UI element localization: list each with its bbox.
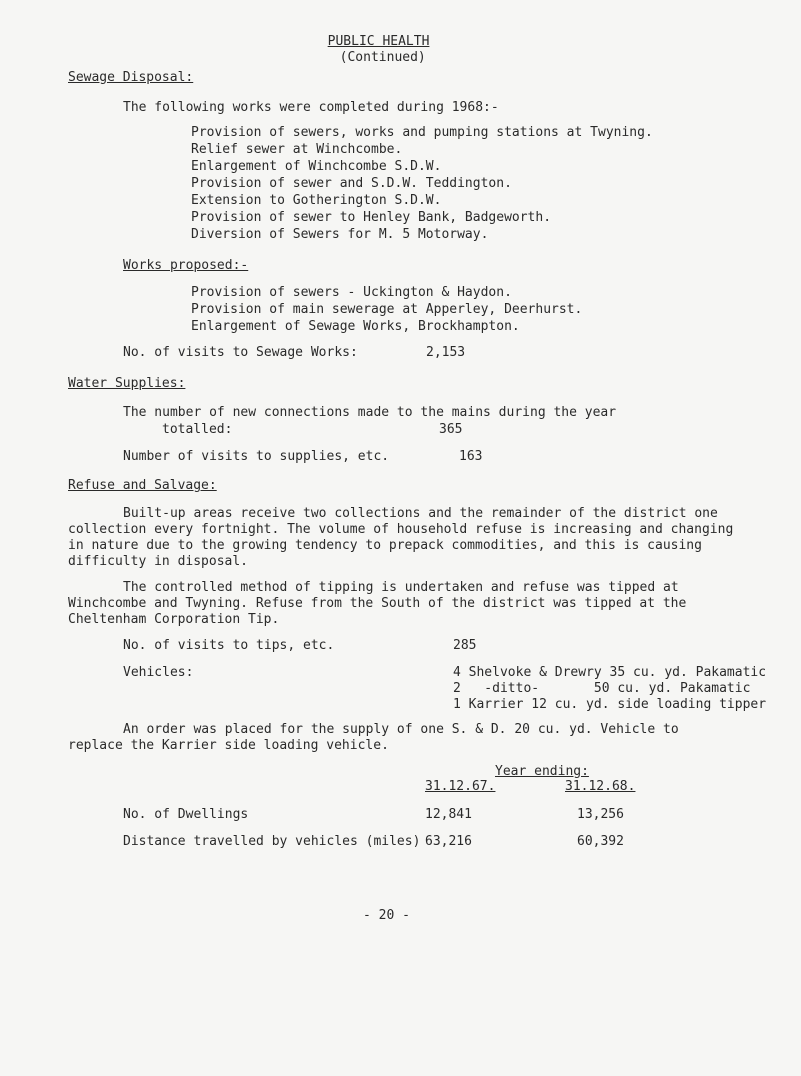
paragraph-line: An order was placed for the supply of one S. & D. 20 cu. yd. Vehicle to [123,722,679,737]
refuse-heading: Refuse and Salvage: [68,478,217,493]
list-item: Provision of sewer and S.D.W. Teddington. [191,176,512,191]
table-cell: 60,392 [577,834,624,849]
vehicle-item: 4 Shelvoke & Drewry 35 cu. yd. Pakamatic [453,665,767,680]
water-visits-value: 163 [459,449,483,464]
list-item: Relief sewer at Winchcombe. [191,142,403,157]
table-cell: 13,256 [577,807,624,822]
table-group-heading: Year ending: [495,764,589,779]
table-cell: 12,841 [425,807,472,822]
page-header [312,18,429,66]
vehicle-item: 1 Karrier 12 cu. yd. side loading tipper [453,697,767,712]
paragraph-line: in nature due to the growing tendency to prepack commodities, and this is causing [68,538,702,553]
tips-visits-value: 285 [453,638,477,653]
water-visits-label: Number of visits to supplies, etc. [123,449,390,464]
water-connections-value: 365 [439,422,463,437]
vehicle-item: 2 -ditto- 50 cu. yd. Pakamatic [453,681,751,696]
column-header: 31.12.67. [425,779,496,794]
list-item: Provision of main sewerage at Apperley, Deerhurst. [191,302,583,317]
paragraph-line: Winchcombe and Twyning. Refuse from the South of the district was tipped at the [68,596,687,611]
sewage-visits-value: 2,153 [426,345,466,360]
row-label: Distance travelled by vehicles (miles) [123,834,421,849]
section-subtitle: (Continued) [339,50,426,65]
list-item: Provision of sewers - Uckington & Haydon. [191,285,512,300]
tips-visits-label: No. of visits to tips, etc. [123,638,335,653]
sewage-visits-label: No. of visits to Sewage Works: [123,345,358,360]
water-heading: Water Supplies: [68,376,186,391]
list-item: Provision of sewer to Henley Bank, Badgeworth. [191,210,552,225]
paragraph-line: The controlled method of tipping is undertaken and refuse was tipped at [123,580,679,595]
section-title: PUBLIC HEALTH [327,34,430,49]
page-number: - 20 - [363,908,410,923]
water-connections-line: The number of new connections made to the mains during the year [123,405,617,420]
sewage-intro: The following works were completed during 1968:- [123,100,499,115]
column-header: 31.12.68. [565,779,636,794]
list-item: Enlargement of Sewage Works, Brockhampton. [191,319,520,334]
list-item: Diversion of Sewers for M. 5 Motorway. [191,227,489,242]
table-cell: 63,216 [425,834,472,849]
sewage-heading: Sewage Disposal: [68,70,194,85]
paragraph-line: collection every fortnight. The volume of household refuse is increasing and changing [68,522,734,537]
paragraph-line: difficulty in disposal. [68,554,249,569]
paragraph-line: Cheltenham Corporation Tip. [68,612,280,627]
proposed-heading: Works proposed:- [123,258,249,273]
paragraph-line: Built-up areas receive two collections and the remainder of the district one [123,506,718,521]
paragraph-line: replace the Karrier side loading vehicle. [68,738,389,753]
list-item: Provision of sewers, works and pumping stations at Twyning. [191,125,653,140]
vehicles-label: Vehicles: [123,665,194,680]
list-item: Enlargement of Winchcombe S.D.W. [191,159,442,174]
water-connections-total-label: totalled: [162,422,233,437]
row-label: No. of Dwellings [123,807,249,822]
list-item: Extension to Gotherington S.D.W. [191,193,442,208]
